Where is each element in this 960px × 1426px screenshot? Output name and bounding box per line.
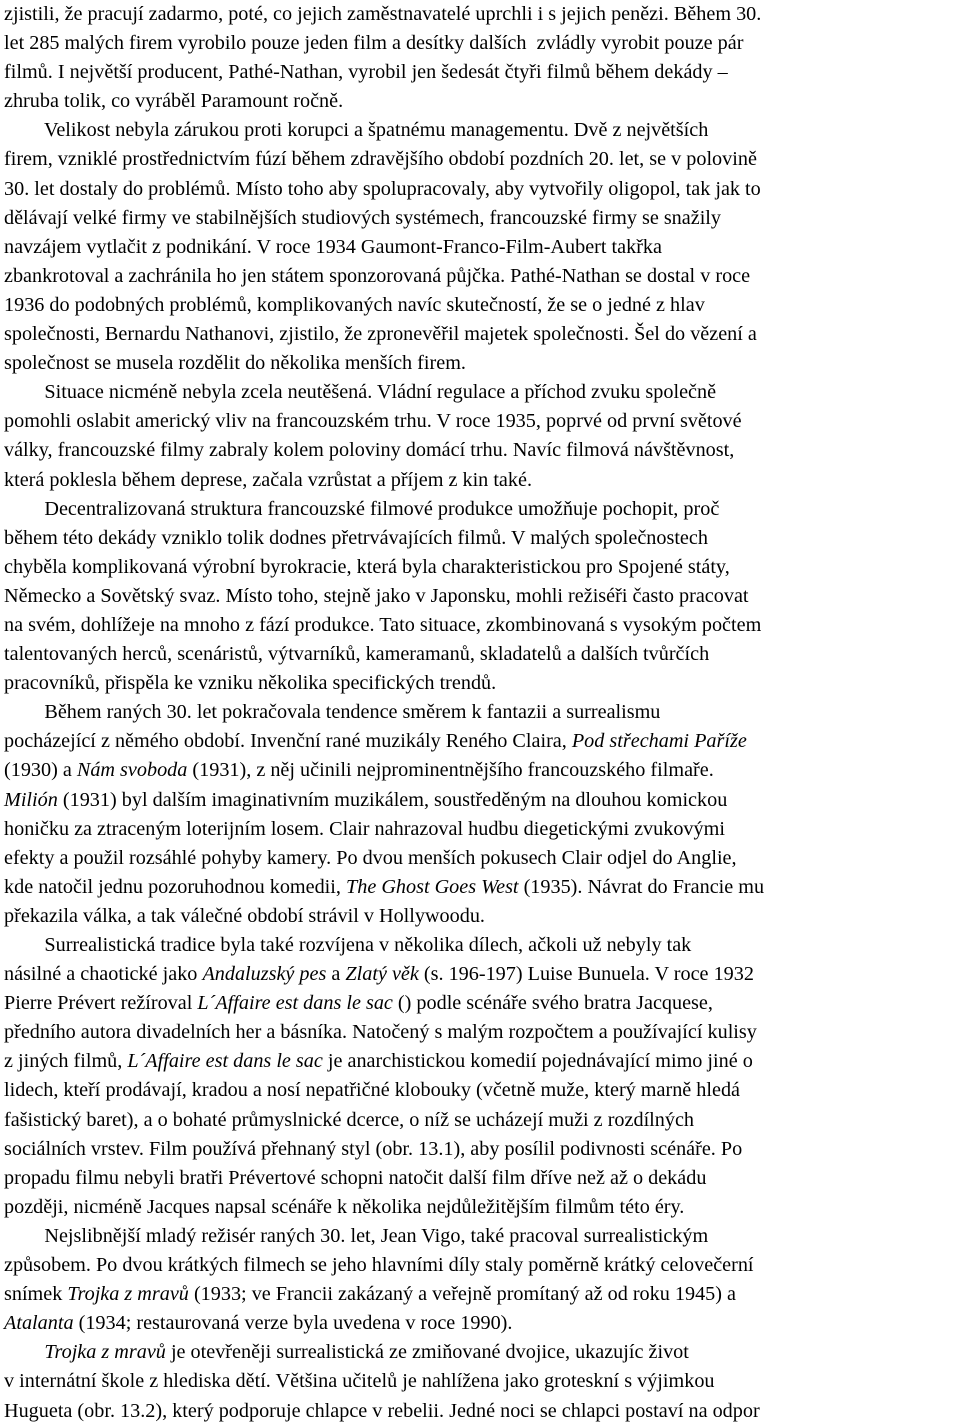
text-run: talentovaných herců, scenáristů, výtvarníků, kameramanů, skladatelů a dalších tvůrčích <box>4 643 710 666</box>
text-line <box>4 1280 956 1309</box>
text-run: překazila válka, a tak válečné období strávil v Hollywoodu. <box>4 904 485 927</box>
italic-title: Zlatý věk <box>345 963 419 986</box>
text-run: Decentralizovaná struktura francouzské filmové produkce umožňuje pochopit, proč <box>4 497 720 520</box>
text-run: války, francouzské filmy zabraly kolem poloviny domácí trhu. Navíc filmová návštěvnost, <box>4 439 735 462</box>
italic-title: Trojka z mravů <box>44 1341 166 1364</box>
text-run: je anarchistickou komedií pojednávající mimo jiné o <box>322 1050 753 1073</box>
text-run: fašistický baret), a o bohaté průmyslnické dcerce, o níž se ucházejí muži z rozdílných <box>4 1108 695 1131</box>
text-line <box>4 1367 956 1396</box>
text-run: násilné a chaotické jako <box>4 963 203 986</box>
text-line <box>4 407 956 436</box>
text-line <box>4 1135 956 1164</box>
italic-title: L´Affaire est dans le sac <box>127 1050 323 1073</box>
text-run: firem, vzniklé prostřednictvím fúzí během zdravějšího období pozdních 20. let, se v polovině <box>4 148 757 171</box>
text-run: dělávají velké firmy ve stabilnějších studiových systémech, francouzské firmy se snažily <box>4 206 722 229</box>
text-line <box>4 0 956 29</box>
text-run: sociálních vrstev. Film používá přehnaný styl (obr. 13.1), aby posílil podivnosti scénáře. Po <box>4 1137 743 1160</box>
text-line <box>4 436 956 465</box>
text-run: (1933; ve Francii zakázaný a veřejně promítaný až od roku 1945) a <box>188 1283 736 1306</box>
text-run: honičku za ztraceným loterijním losem. Clair nahrazoval hudbu diegetickými zvukovými <box>4 817 725 840</box>
text-run: Pierre Prévert režíroval <box>4 992 198 1015</box>
text-line <box>4 1397 956 1426</box>
text-line <box>4 1018 956 1047</box>
text-run: později, nicméně Jacques napsal scénáře k několika nejdůležitějším filmům této éry. <box>4 1195 685 1218</box>
italic-title: Trojka z mravů <box>67 1283 189 1306</box>
text-run: propadu filmu nebyli bratři Prévertové schopni natočit další film dříve než až o dekádu <box>4 1166 707 1189</box>
text-line <box>4 175 956 204</box>
italic-title: Atalanta <box>4 1312 74 1335</box>
text-line <box>4 1222 956 1251</box>
text-run: zbankrotoval a zachránila ho jen státem sponzorovaná půjčka. Pathé-Nathan se dostal v roce <box>4 264 751 287</box>
italic-title: Milión <box>4 788 58 811</box>
text-line <box>4 466 956 495</box>
text-run: 30. let dostaly do problémů. Místo toho aby spolupracovaly, aby vytvořily oligopol, tak jak to <box>4 177 761 200</box>
text-line <box>4 1047 956 1076</box>
text-run: Během raných 30. let pokračovala tendence směrem k fantazii a surrealismu <box>4 701 661 724</box>
italic-title: Nám svoboda <box>76 759 188 782</box>
text-line <box>4 727 956 756</box>
text-run: způsobem. Po dvou krátkých filmech se jeho hlavními díly staly poměrně krátký celovečerní <box>4 1254 754 1277</box>
text-line <box>4 989 956 1018</box>
document-page <box>4 0 956 1426</box>
text-run: (1931), z něj učinili nejprominentnějšího francouzského filmaře. <box>187 759 714 782</box>
text-run: pomohli oslabit americký vliv na francouzském trhu. V roce 1935, poprvé od první světové <box>4 410 742 433</box>
text-run: lidech, kteří prodávají, kradou a nosí nepatřičné klobouky (včetně muže, který marně hledá <box>4 1079 741 1102</box>
text-line <box>4 233 956 262</box>
text-line <box>4 873 956 902</box>
text-run: Nejslibnější mladý režisér raných 30. let, Jean Vigo, také pracoval surrealistickým <box>4 1224 709 1247</box>
text-line <box>4 756 956 785</box>
text-line <box>4 262 956 291</box>
text-line <box>4 320 956 349</box>
text-line <box>4 1193 956 1222</box>
text-line <box>4 698 956 727</box>
text-line <box>4 1106 956 1135</box>
text-run: Surrealistická tradice byla také rozvíjena v několika dílech, ačkoli už nebyly tak <box>4 934 692 956</box>
text-run: předního autora divadelních her a básníka. Natočený s malým rozpočtem a používající kulisy <box>4 1021 757 1044</box>
text-run: z jiných filmů, <box>4 1050 128 1073</box>
text-line <box>4 1338 956 1367</box>
text-line <box>4 1076 956 1105</box>
text-line <box>4 1164 956 1193</box>
text-line <box>4 87 956 116</box>
text-run: Velikost nebyla zárukou proti korupci a špatnému managementu. Dvě z největších <box>4 119 709 142</box>
text-line <box>4 611 956 640</box>
italic-title: Pod střechami Paříže <box>571 730 747 753</box>
text-line <box>4 815 956 844</box>
text-line <box>4 58 956 87</box>
italic-title: Andaluzský pes <box>202 963 327 986</box>
text-run: kde natočil jednu pozoruhodnou komedii, <box>4 875 346 898</box>
text-line <box>4 524 956 553</box>
text-line <box>4 640 956 669</box>
text-run: () podle scénáře svého bratra Jacquese, <box>392 992 713 1015</box>
text-run: Německo a Sovětský svaz. Místo toho, stejně jako v Japonsku, mohli režiséři často pracovat <box>4 584 749 607</box>
text-run: Hugueta (obr. 13.2), který podporuje chlapce v rebelii. Jedné noci se chlapci postaví na odpor <box>4 1399 760 1422</box>
text-line <box>4 378 956 407</box>
text-line <box>4 582 956 611</box>
text-run: a <box>326 963 346 986</box>
text-line <box>4 844 956 873</box>
text-run: společnosti, Bernardu Nathanovi, zjistilo, že zpronevěřil majetek společnosti. Šel do vězení a <box>4 323 757 346</box>
text-run <box>4 1341 44 1363</box>
text-line <box>4 495 956 524</box>
text-run: pracovníků, přispěla ke vzniku několika specifických trendů. <box>4 672 497 695</box>
text-run: společnost se musela rozdělit do několika menších firem. <box>4 352 466 375</box>
text-run: Situace nicméně nebyla zcela neutěšená. Vládní regulace a příchod zvuku společně <box>4 381 717 404</box>
text-run: chyběla komplikovaná výrobní byrokracie, která byla charakteristickou pro Spojené státy, <box>4 555 730 578</box>
text-line <box>4 960 956 989</box>
text-line <box>4 291 956 320</box>
text-line <box>4 349 956 378</box>
text-run: (1930) a <box>4 759 77 782</box>
text-run: (1934; restaurovaná verze byla uvedena v roce 1990). <box>73 1312 513 1335</box>
text-line <box>4 786 956 815</box>
text-line <box>4 145 956 174</box>
text-run: efekty a použil rozsáhlé pohyby kamery. Po dvou menších pokusech Clair odjel do Anglie, <box>4 846 737 869</box>
text-run: (1931) byl dalším imaginativním muzikálem, soustředěným na dlouhou komickou <box>57 788 728 811</box>
italic-title: L´Affaire est dans le sac <box>197 992 393 1015</box>
text-line <box>4 669 956 698</box>
text-run: během této dekády vzniklo tolik dodnes přetrvávajících filmů. V malých společnostech <box>4 526 708 549</box>
text-run: let 285 malých firem vyrobilo pouze jeden film a desítky dalších zvládly vyrobit pouze pár <box>4 32 744 55</box>
text-run: pocházející z němého období. Invenční rané muzikály Reného Claira, <box>4 730 572 753</box>
text-run: snímek <box>4 1283 68 1306</box>
text-run: zhruba tolik, co vyráběl Paramount ročně. <box>4 90 344 113</box>
text-run: která poklesla během deprese, začala vzrůstat a příjem z kin také. <box>4 468 532 491</box>
text-line <box>4 1309 956 1338</box>
italic-title: The Ghost Goes West <box>346 875 519 898</box>
text-line <box>4 931 956 960</box>
text-line <box>4 553 956 582</box>
text-line <box>4 902 956 931</box>
text-run: 1936 do podobných problémů, komplikovaných navíc skutečností, že se o jedné z hlav <box>4 293 705 316</box>
text-run: (1935). Návrat do Francie mu <box>518 875 765 898</box>
text-run: zjistili, že pracují zadarmo, poté, co jejich zaměstnavatelé uprchli i s jejich penězi. Během 30. <box>4 3 762 25</box>
text-run: na svém, dohlížeje na mnoho z fází produkce. Tato situace, zkombinovaná s vysokým počtem <box>4 613 762 636</box>
text-run: filmů. I největší producent, Pathé-Nathan, vyrobil jen šedesát čtyři filmů během dekády – <box>4 61 728 84</box>
text-run: je otevřeněji surrealistická ze zmiňované dvojice, ukazujíc život <box>165 1341 689 1364</box>
text-run: navzájem vytlačit z podnikání. V roce 1934 Gaumont-Franco-Film-Aubert takřka <box>4 235 662 258</box>
text-run: (s. 196-197) Luise Bunuela. V roce 1932 <box>418 963 754 986</box>
text-run: v internátní škole z hlediska dětí. Většina učitelů je nahlížena jako groteskní s výjimkou <box>4 1370 715 1393</box>
text-line <box>4 1251 956 1280</box>
text-line <box>4 116 956 145</box>
text-line <box>4 29 956 58</box>
text-line <box>4 204 956 233</box>
